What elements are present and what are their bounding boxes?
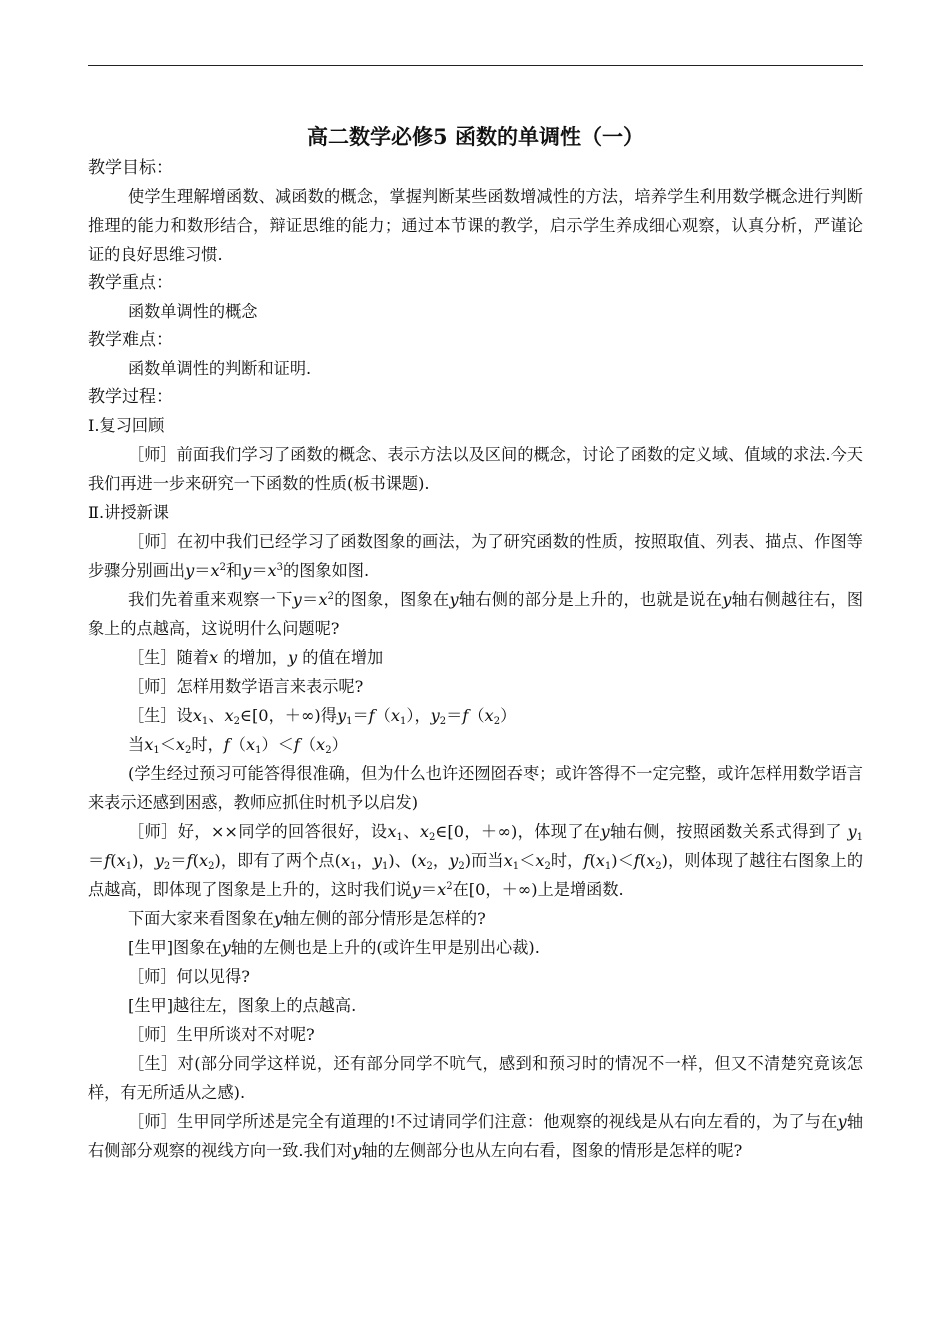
student-answer-3: 当$x_1<x_2$时，$f(x_1)<f(x_2)$ xyxy=(128,735,348,756)
teaching-note: (学生经过预习可能答得很准确，但为什么也许还囫囵吞枣；或许答得不一定完整，或许怎样用数学语言来表示还感到困惑，教师应抓住时机予以启发) xyxy=(88,764,863,812)
teacher-question-1: ［师］怎样用数学语言来表示呢? xyxy=(128,677,364,696)
student-answer-2: ［生］设$x_1$、$x_2\in[0$，＋∞)得$y_1=f(x_1)$，$y_2=f(x_2)$ xyxy=(128,706,517,727)
process-heading: 教学过程： xyxy=(88,387,173,407)
key-points-text: 函数单调性的概念 xyxy=(128,302,258,321)
document-page xyxy=(88,120,863,1165)
objectives-text: 使学生理解增函数、减函数的概念，掌握判断某些函数增减性的方法，培养学生利用数学概念进行判断推理的能力和数形结合，辩证思维的能力；通过本节课的教学，启示学生养成细心观察，认真分析，严谨论证的良好思维习惯. xyxy=(88,187,863,264)
section-new-lesson: Ⅱ.讲授新课 xyxy=(88,503,169,522)
section-review: Ⅰ.复习回顾 xyxy=(88,416,165,435)
objectives-heading: 教学目标： xyxy=(88,158,173,178)
paragraph-observe: 我们先着重来观察一下$y=x^2$的图象，图象在y轴右侧的部分是上升的，也就是说在y轴右侧越往右，图象上的点越高，这说明什么问题呢? xyxy=(88,590,864,638)
teacher-question-3: ［师］生甲所谈对不对呢? xyxy=(128,1025,315,1044)
student-answer-4: ［生］对(部分同学这样说，还有部分同学不吭气，感到和预习时的情况不一样，但又不清楚究竟该怎样，有无所适从之感). xyxy=(88,1054,863,1102)
student-a-answer-2: [生甲]越往左，图象上的点越高. xyxy=(128,996,357,1015)
paragraph-left-side: 下面大家来看图象在y轴左侧的部分情形是怎样的? xyxy=(128,909,486,928)
student-answer-1: ［生］随着x 的增加，y 的值在增加 xyxy=(128,648,384,667)
paragraph-teacher-conclusion: ［师］生甲同学所述是完全有道理的!不过请同学们注意：他观察的视线是从右向左看的，为了与在y轴右侧部分观察的视线方向一致.我们对y轴的左侧部分也从左向右看，图象的情形是怎样的呢? xyxy=(88,1112,864,1160)
student-a-answer-1: [生甲]图象在y轴的左侧也是上升的(或许生甲是别出心裁). xyxy=(128,938,540,957)
paragraph-increasing-function: ［师］好，××同学的回答很好，设$x_1$、$x_2\in[0$，＋∞)，体现了在y轴右侧，按照函数关系式得到了 $y_1=f(x_1)$，$y_2=f(x_2)$，即有了两个点($x_1$，$y_1$)、($x_2$，$y_2$)而当$x_1<x_2$时，$f(x_1)<f(x_2)$，则体现了越往右图象上的点越高，即体现了图象是上升的，这时我们说$y=x^2$在[0，＋∞)上是增函数. xyxy=(88,822,864,899)
header-rule xyxy=(88,65,863,66)
difficulties-heading: 教学难点： xyxy=(88,330,173,350)
difficulties-text: 函数单调性的判断和证明. xyxy=(128,359,312,378)
key-points-heading: 教学重点： xyxy=(88,273,173,293)
page-title: 高二数学必修5 函数的单调性（一） xyxy=(307,124,644,149)
paragraph-review: ［师］前面我们学习了函数的概念、表示方法以及区间的概念，讨论了函数的定义域、值域的求法.今天我们再进一步来研究一下函数的性质(板书课题). xyxy=(88,445,863,493)
teacher-question-2: ［师］何以见得? xyxy=(128,967,250,986)
paragraph-teacher-intro: ［师］在初中我们已经学习了函数图象的画法，为了研究函数的性质，按照取值、列表、描点、作图等步骤分别画出$y=x^2$和$y=x^3$的图象如图. xyxy=(88,532,863,580)
